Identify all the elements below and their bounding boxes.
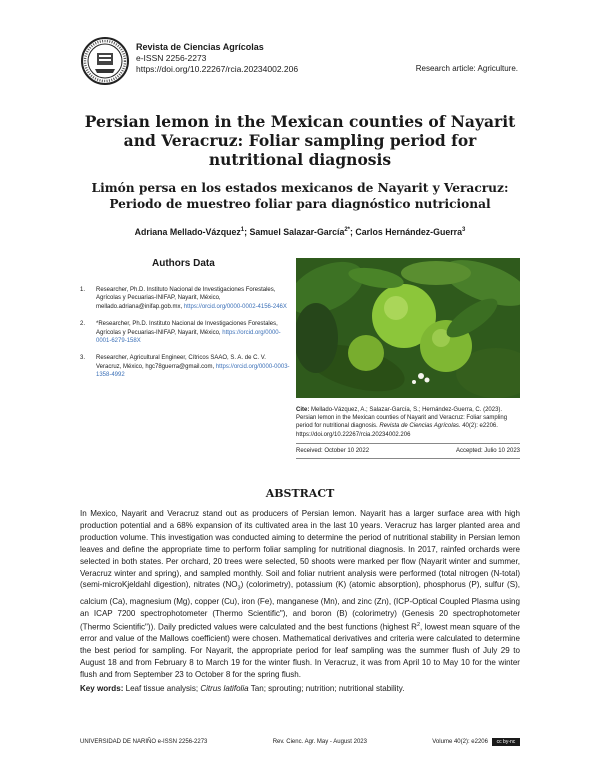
article-title: Persian lemon in the Mexican counties of Nayarit and Veracruz: Foliar sampling period for nutritional diagnosis: [84, 112, 516, 169]
affiliation-text: *Researcher, Ph.D. Instituto Nacional de Investigaciones Forestales, Agrícolas y Pecuarias-INIFAP, Nayarit, México,: [96, 321, 278, 336]
keywords-text: Tan; sprouting; nutrition; nutritional stability.: [248, 684, 405, 693]
journal-issn: e-ISSN 2256-2273: [136, 53, 207, 63]
citation-journal: Revista de Ciencias Agrícolas.: [379, 423, 461, 430]
author-name: Adriana Mellado-Vázquez: [134, 227, 241, 237]
affiliation-number: 3.: [80, 355, 86, 362]
affiliation-item: [80, 286, 290, 311]
footer-university: UNIVERSIDAD DE NARIÑO e-ISSN 2256-2273: [80, 739, 208, 745]
abstract-part: In Mexico, Nayarit and Veracruz stand out as producers of Persian lemon. Nayarit has a larger surface area with high production potential and a 68% expansion of its cultivated area in the last 10 years. Veracruz has larger planted area and production volume. This investigation was conducted aiming to determine the period of nutritional stability in Persian lemon leaves and define the appropriate time to perform foliar sampling for nutritional diagnosis. In 2017, rainfed orchards were selected in both states. Per orchard, 20 trees were selected, 50 shoots were marked per flow (Nayarit winter and summer, Veracruz winter and spring), and sampled monthly. Soil and foliar nutrient analysis were performed (total nitrogen (N-total) (semi-microKjeldahl digestion), nitrates (NO: [80, 509, 520, 590]
university-seal-logo: [80, 36, 130, 86]
author-name: Samuel Salazar-García: [249, 227, 345, 237]
journal-doi[interactable]: https://doi.org/10.22267/rcia.20234002.206: [136, 64, 299, 74]
keywords-italic: Citrus latifolia: [200, 684, 249, 693]
orcid-link[interactable]: https://orcid.org/0000-0001-6279-158X: [96, 329, 281, 345]
journal-info: [136, 42, 298, 75]
footer-journal-date: Rev. Cienc. Agr. May - August 2023: [272, 739, 367, 745]
citation-text: Mellado-Vázquez, A.; Salazar-García, S.; Hernández-Guerra, C. (2023). Persian lemon in the Mexican counties of Nayarit and Veracruz: Foliar sampling period for nutritional diagnosis.: [296, 407, 508, 430]
abstract-heading: ABSTRACT: [265, 487, 335, 500]
affiliation-number: 1.: [80, 287, 86, 293]
lemon-tree-photo: [296, 258, 520, 398]
accepted-date: Accepted: Julio 10 2023: [455, 448, 520, 454]
affiliation-text: Researcher, Agricultural Engineer, Cítricos SAAO, S. A. de C. V. Veracruz, México, hgc78guerra@gmail.com,: [96, 355, 266, 370]
article-type: Research article: Agriculture.: [415, 64, 518, 73]
citation-details: 40(2): e2206. https://doi.org/10.22267/rcia.20234002.206: [296, 423, 498, 438]
author-mark: 3: [461, 227, 466, 234]
publication-dates: [296, 443, 520, 459]
abstract-subscript: 3: [237, 586, 241, 593]
author-mark: 1: [240, 227, 245, 234]
article-subtitle: Limón persa en los estados mexicanos de Nayarit y Veracruz: Periodo de muestreo foliar para diagnóstico nutricional: [91, 181, 509, 211]
affiliation-item: [80, 354, 290, 379]
keywords-text: Leaf tissue analysis;: [123, 684, 201, 693]
orcid-link[interactable]: https://orcid.org/0000-0002-4156-246X: [183, 303, 287, 310]
abstract-superscript: 2: [416, 621, 421, 628]
keywords-label: Key words:: [80, 684, 124, 693]
authors-data-heading: Authors Data: [152, 258, 215, 269]
page-footer: [80, 738, 520, 746]
abstract-part: ) (colorimetry), potassium (K) (atomic absorption), phosphorus (P), sulfur (S), calcium (Ca), magnesium (Mg), copper (Cu), iron (Fe), manganese (Mn), and zinc (Zn), (ICP-Optical Coupled Plasma using an ICAP 7200 spectrophotometer (Thermo Scientific"), and boron (B) (colorimetry) (Genesis 20 spectrophotometer (Thermo Scientific")). Daily predicted values were calculated and the best functions (highest R: [80, 580, 520, 632]
citation: [296, 406, 520, 439]
affiliation-item: [80, 320, 290, 345]
cc-license-icon: cc by-nc: [492, 738, 520, 746]
author-list: Adriana Mellado-Vázquez$^1$; Samuel Salazar-García$^{2*}$; Carlos Hernández-Guerra$^3$: [134, 227, 466, 237]
orcid-link[interactable]: https://orcid.org/0000-0003-1358-4992: [96, 363, 290, 379]
affiliation-list: [80, 286, 290, 389]
abstract-part: , lowest mean square of the error and value of the Mallows coefficient) were chosen. Mathematical derivatives and criteria were calculated to determine the best period for sampling. For Nayarit, the appropriate period for leaf sampling was the summer flush of July 29 to August 18 and from February 8 to March 19 for the winter flush. In Veracruz, it was from April 10 to May 10 for the winter flush and from September 23 to October 8 for the spring flush.: [80, 622, 521, 680]
received-date: Received: October 10 2022: [296, 448, 370, 454]
journal-name: Revista de Ciencias Agrícolas: [136, 42, 264, 52]
affiliation-text: Researcher, Ph.D. Instituto Nacional de Investigaciones Forestales, Agrícolas y Pecuarias-INIFAP, Nayarit, México, mellado.adriana@inifap.gob.mx,: [96, 287, 276, 310]
citation-label: Cite:: [296, 407, 310, 413]
abstract-text: [80, 508, 520, 681]
affiliation-number: 2.: [80, 321, 86, 328]
author-mark: 2*: [344, 227, 351, 234]
author-name: Carlos Hernández-Guerra: [355, 227, 462, 237]
footer-volume: Volume 40(2): e2206: [432, 739, 488, 745]
keywords: [80, 684, 520, 693]
